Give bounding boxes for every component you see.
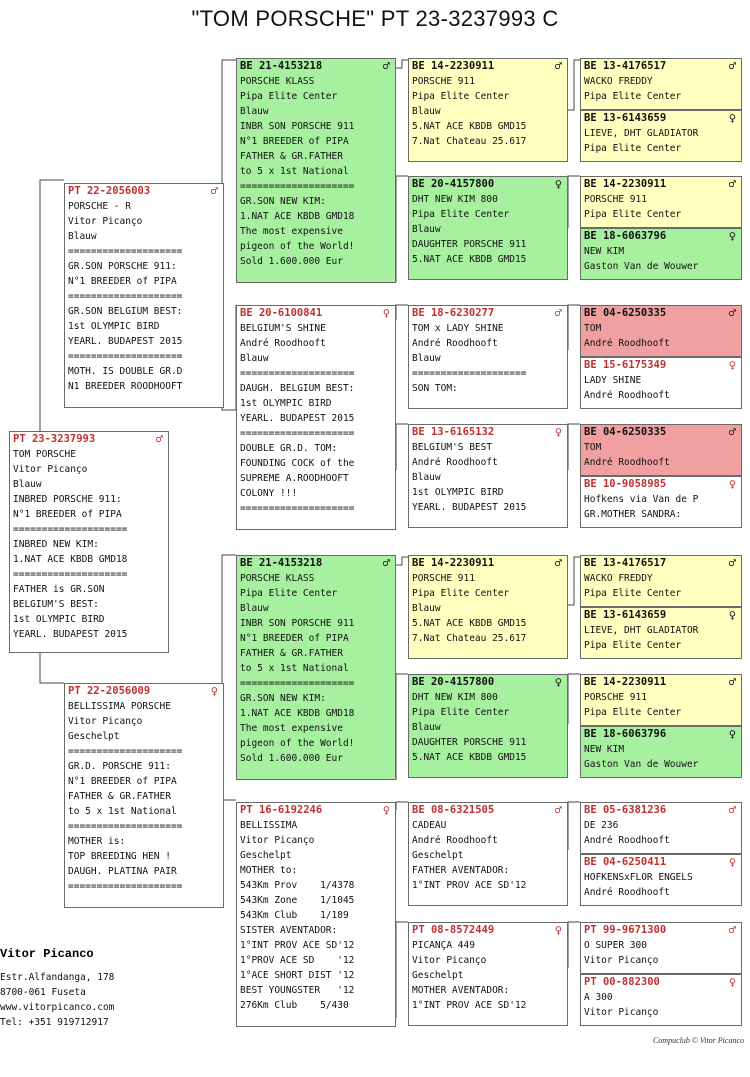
female-icon: ♀ [728, 608, 736, 622]
male-icon: ♂ [728, 803, 736, 817]
ring-number: BE 04-6250411 ♀ [584, 855, 736, 869]
ring-number: BE 18-6230277 ♂ [412, 306, 562, 320]
female-icon: ♀ [554, 675, 562, 689]
female-icon: ♀ [728, 855, 736, 869]
female-icon: ♀ [554, 923, 562, 937]
pigeon-details: TOM André Roodhooft [584, 323, 670, 349]
ring-number: BE 13-6143659 ♀ [584, 111, 736, 125]
ring-number: PT 22-2056009 ♀ [68, 684, 218, 698]
pigeon-details: LIEVE, DHT GLADIATOR Pipa Elite Center [584, 128, 699, 154]
pedigree-box-fff [408, 58, 568, 162]
ring-number: BE 13-6143659 ♀ [584, 608, 736, 622]
pigeon-details: PORSCHE 911 Pipa Elite Center [584, 194, 682, 220]
ring-number: BE 20-6100841 ♀ [240, 306, 390, 320]
breeder-info [0, 946, 114, 1030]
pigeon-details: DHT NEW KIM 800 Pipa Elite Center Blauw DAUGHTER PORSCHE 911 5.NAT ACE KBDB GMD15 [412, 194, 527, 265]
ring-number: BE 14-2230911 ♂ [412, 556, 562, 570]
female-icon: ♀ [728, 358, 736, 372]
male-icon: ♂ [728, 556, 736, 570]
male-icon: ♂ [728, 177, 736, 191]
ring-number: PT 99-9671300 ♂ [584, 923, 736, 937]
ring-number: BE 14-2230911 ♂ [584, 177, 736, 191]
male-icon: ♂ [155, 432, 163, 446]
pedigree-box-mfm [408, 674, 568, 778]
pedigree-box-g5-4 [580, 228, 742, 280]
pedigree-box-g5-15 [580, 922, 742, 974]
pedigree-box-g5-10 [580, 607, 742, 659]
pedigree-box-mm [236, 802, 396, 1027]
pigeon-details: HOFKENSxFLOR ENGELS André Roodhooft [584, 872, 693, 898]
pigeon-details: BELLISSIMA PORSCHE Vitor Picanço Geschelpt ==================== GR.D. PORSCHE 911: N°1 BREEDER of PIPA FATHER & GR.FATHER to 5 x 1st National ==================== MOTHER is: TOP BREEDING HEN ! DAUGH. PLATINA PAIR ==================== [68, 701, 183, 892]
pedigree-box-fmf [408, 305, 568, 409]
pedigree-box-g5-14 [580, 854, 742, 906]
male-icon: ♂ [728, 675, 736, 689]
breeder-postal: 8700-061 Fuseta [0, 987, 86, 998]
ring-number: BE 15-6175349 ♀ [584, 358, 736, 372]
ring-number: PT 00-882300 ♀ [584, 975, 736, 989]
breeder-address: Estr.Alfandanga, 178 [0, 972, 115, 983]
ring-number: BE 18-6063796 ♀ [584, 727, 736, 741]
pigeon-details: CADEAU André Roodhooft Geschelpt FATHER AVENTADOR: 1°INT PROV ACE SD'12 [412, 820, 527, 891]
breeder-website[interactable]: www.vitorpicanco.com [0, 1002, 115, 1013]
male-icon: ♂ [554, 59, 562, 73]
pigeon-details: LADY SHINE André Roodhooft [584, 375, 670, 401]
female-icon: ♀ [210, 684, 218, 698]
pedigree-box-g5-12 [580, 726, 742, 778]
female-icon: ♀ [728, 111, 736, 125]
male-icon: ♂ [382, 59, 390, 73]
ring-number: BE 13-6165132 ♀ [412, 425, 562, 439]
pigeon-details: PICANÇA 449 Vitor Picanço Geschelpt MOTHER AVENTADOR: 1°INT PROV ACE SD'12 [412, 940, 527, 1011]
ring-number: BE 21-4153218 ♂ [240, 59, 390, 73]
pedigree-box-g5-9 [580, 555, 742, 607]
pigeon-details: WACKO FREDDY Pipa Elite Center [584, 573, 682, 599]
pigeon-details: PORSCHE KLASS Pipa Elite Center Blauw INBR SON PORSCHE 911 N°1 BREEDER of PIPA FATHER & GR.FATHER to 5 x 1st National ==================== GR.SON NEW KIM: 1.NAT ACE KBDB GMD18 The most expensive pigeon of the World! Sold 1.600.000 Eur [240, 573, 355, 764]
ring-number: BE 04-6250335 ♂ [584, 306, 736, 320]
ring-number: BE 13-4176517 ♂ [584, 59, 736, 73]
pigeon-details: PORSCHE 911 Pipa Elite Center Blauw 5.NAT ACE KBDB GMD15 7.Nat Chateau 25.617 [412, 573, 527, 644]
ring-number: BE 20-4157800 ♀ [412, 675, 562, 689]
pigeon-details: LIEVE, DHT GLADIATOR Pipa Elite Center [584, 625, 699, 651]
pigeon-details: BELGIUM'S SHINE André Roodhooft Blauw ==================== DAUGH. BELGIUM BEST: 1st OLYMPIC BIRD YEARL. BUDAPEST 2015 ==================== DOUBLE GR.D. TOM: FOUNDING COCK of the SUPREME A.ROODHOOFT COLONY !!! ==================== [240, 323, 355, 514]
pedigree-box-g5-6 [580, 357, 742, 409]
pedigree-box-mf [236, 555, 396, 780]
pedigree-box-g5-13 [580, 802, 742, 854]
female-icon: ♀ [728, 727, 736, 741]
ring-number: BE 10-9058985 ♀ [584, 477, 736, 491]
pedigree-box-fm [236, 305, 396, 530]
pigeon-details: O SUPER 300 Vitor Picanço [584, 940, 659, 966]
pedigree-box-mmf [408, 802, 568, 906]
male-icon: ♂ [382, 556, 390, 570]
female-icon: ♀ [382, 803, 390, 817]
page-title: "TOM PORSCHE" PT 23-3237993 C [191, 6, 559, 31]
ring-number: PT 08-8572449 ♀ [412, 923, 562, 937]
ring-number: BE 18-6063796 ♀ [584, 229, 736, 243]
pedigree-box-ff [236, 58, 396, 283]
breeder-phone: Tel: +351 919712917 [0, 1017, 109, 1028]
ring-number: PT 22-2056003 ♂ [68, 184, 218, 198]
pedigree-box-subject [9, 431, 169, 653]
pigeon-details: PORSCHE KLASS Pipa Elite Center Blauw INBR SON PORSCHE 911 N°1 BREEDER of PIPA FATHER & GR.FATHER to 5 x 1st National ==================== GR.SON NEW KIM: 1.NAT ACE KBDB GMD18 The most expensive pigeon of the World! Sold 1.600.000 Eur [240, 76, 355, 267]
ring-number: PT 23-3237993 ♂ [13, 432, 163, 446]
female-icon: ♀ [728, 229, 736, 243]
pigeon-details: PORSCHE - R Vitor Picanço Blauw ==================== GR.SON PORSCHE 911: N°1 BREEDER of PIPA ==================== GR.SON BELGIUM BEST: 1st OLYMPIC BIRD YEARL. BUDAPEST 2015 ==================== MOTH. IS DOUBLE GR.D N1 BREEDER ROODHOOFT [68, 201, 183, 392]
pedigree-box-g5-1 [580, 58, 742, 110]
male-icon: ♂ [554, 556, 562, 570]
pedigree-box-mmm [408, 922, 568, 1026]
male-icon: ♂ [728, 59, 736, 73]
female-icon: ♀ [554, 177, 562, 191]
male-icon: ♂ [210, 184, 218, 198]
pigeon-details: TOM André Roodhooft [584, 442, 670, 468]
pedigree-box-g5-2 [580, 110, 742, 162]
pigeon-details: WACKO FREDDY Pipa Elite Center [584, 76, 682, 102]
female-icon: ♀ [382, 306, 390, 320]
pigeon-details: Hofkens via Van de P GR.MOTHER SANDRA: [584, 494, 699, 520]
male-icon: ♂ [728, 425, 736, 439]
ring-number: BE 04-6250335 ♂ [584, 425, 736, 439]
ring-number: BE 08-6321505 ♂ [412, 803, 562, 817]
pigeon-details: PORSCHE 911 Pipa Elite Center Blauw 5.NAT ACE KBDB GMD15 7.Nat Chateau 25.617 [412, 76, 527, 147]
pedigree-box-father [64, 183, 224, 408]
male-icon: ♂ [554, 306, 562, 320]
pedigree-box-g5-3 [580, 176, 742, 228]
pedigree-box-g5-16 [580, 974, 742, 1026]
male-icon: ♂ [728, 306, 736, 320]
pigeon-details: TOM x LADY SHINE André Roodhooft Blauw ==================== SON TOM: [412, 323, 527, 394]
pigeon-details: TOM PORSCHE Vitor Picanço Blauw INBRED PORSCHE 911: N°1 BREEDER of PIPA ==================== INBRED NEW KIM: 1.NAT ACE KBDB GMD18 ==================== FATHER is GR.SON BELGIUM'S BEST: 1st OLYMPIC BIRD YEARL. BUDAPEST 2015 [13, 449, 128, 640]
pigeon-details: NEW KIM Gaston Van de Wouwer [584, 246, 699, 272]
ring-number: BE 05-6381236 ♂ [584, 803, 736, 817]
ring-number: BE 21-4153218 ♂ [240, 556, 390, 570]
pigeon-details: BELLISSIMA Vitor Picanço Geschelpt MOTHER to: 543Km Prov 1/4378 543Km Zone 1/1045 543Km Club 1/189 SISTER AVENTADOR: 1°INT PROV ACE SD'12 1°PROV ACE SD '12 1°ACE SHORT DIST '12 BEST YOUNGSTER '12 276Km Club 5/430 [240, 820, 355, 1011]
ring-number: PT 16-6192246 ♀ [240, 803, 390, 817]
female-icon: ♀ [554, 425, 562, 439]
pedigree-box-g5-7 [580, 424, 742, 476]
pedigree-box-g5-5 [580, 305, 742, 357]
ring-number: BE 14-2230911 ♂ [412, 59, 562, 73]
pigeon-details: DE 236 André Roodhooft [584, 820, 670, 846]
pedigree-box-ffm [408, 176, 568, 280]
pedigree-box-mother [64, 683, 224, 908]
footer-credit: Compuclub © Vitor Picanco [652, 1036, 744, 1045]
pigeon-details: A 300 Vitor Picanço [584, 992, 659, 1018]
pigeon-details: BELGIUM'S BEST André Roodhooft Blauw 1st OLYMPIC BIRD YEARL. BUDAPEST 2015 [412, 442, 527, 513]
ring-number: BE 20-4157800 ♀ [412, 177, 562, 191]
pigeon-details: NEW KIM Gaston Van de Wouwer [584, 744, 699, 770]
pedigree-box-g5-11 [580, 674, 742, 726]
ring-number: BE 13-4176517 ♂ [584, 556, 736, 570]
ring-number: BE 14-2230911 ♂ [584, 675, 736, 689]
pedigree-box-g5-8 [580, 476, 742, 528]
pigeon-details: PORSCHE 911 Pipa Elite Center [584, 692, 682, 718]
female-icon: ♀ [728, 975, 736, 989]
female-icon: ♀ [728, 477, 736, 491]
male-icon: ♂ [554, 803, 562, 817]
male-icon: ♂ [728, 923, 736, 937]
pedigree-box-mff [408, 555, 568, 659]
pedigree-box-fmm [408, 424, 568, 528]
pigeon-details: DHT NEW KIM 800 Pipa Elite Center Blauw DAUGHTER PORSCHE 911 5.NAT ACE KBDB GMD15 [412, 692, 527, 763]
breeder-name: Vitor Picanco [0, 947, 94, 961]
